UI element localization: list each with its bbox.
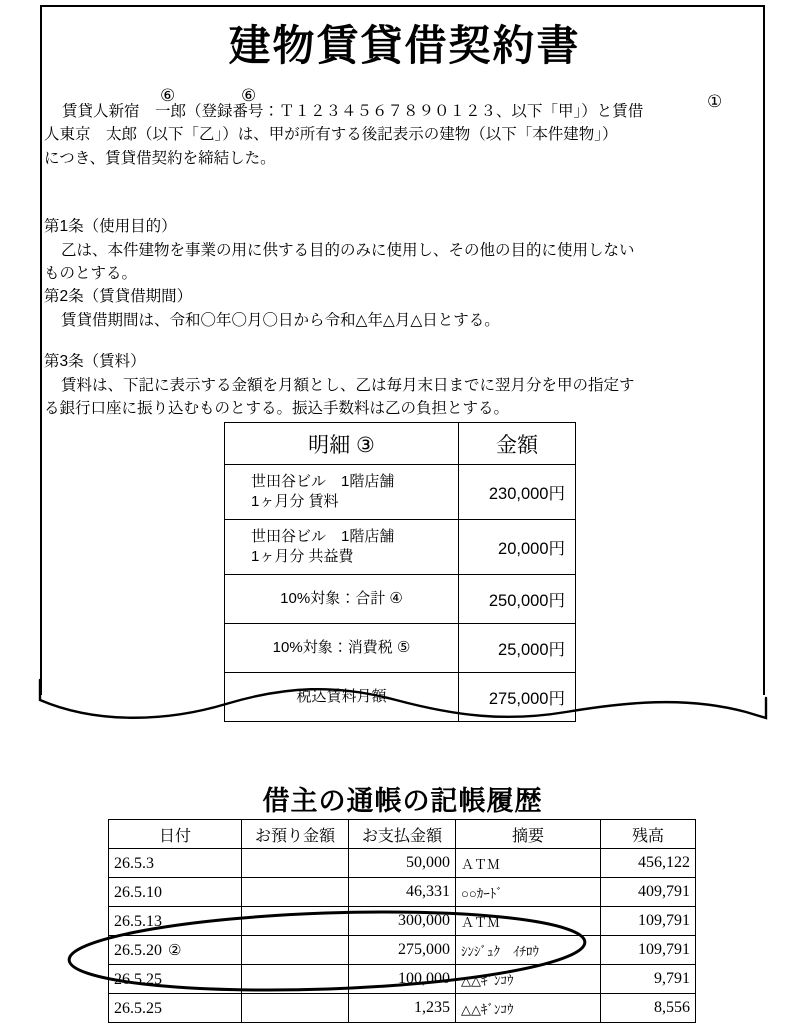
intro-line-3: につき、賃貸借契約を締結した。 xyxy=(44,149,276,167)
passbook-section-title: 借主の通帳の記帳履歴 xyxy=(262,786,543,816)
article-2-body-line-1 xyxy=(44,309,694,333)
passbook-row-5-date-text: 26.5.25 xyxy=(114,999,162,1017)
article-1-body-line-2: ものとする。 xyxy=(44,265,138,283)
table-row xyxy=(109,849,696,878)
page-title: 建物賃貸借契約書 xyxy=(228,22,581,69)
passbook-row-5-date xyxy=(109,994,242,1023)
table-row xyxy=(109,965,696,994)
passbook-row-4-deposit xyxy=(242,965,349,994)
table-row xyxy=(109,878,696,907)
passbook-row-3-date xyxy=(109,936,242,965)
article-3 xyxy=(44,350,694,421)
passbook-row-3-payment: 275,000 xyxy=(349,936,456,965)
table-row xyxy=(225,465,576,520)
passbook-row-0-date-text: 26.5.3 xyxy=(114,854,154,872)
rent-row-0-desc-line2: 1ヶ月分 賃料 xyxy=(251,493,339,510)
article-3-body-line-1-text: 賃料は、下記に表示する金額を月額とし、乙は毎月末日までに翌月分を甲の指定す xyxy=(61,376,635,394)
passbook-row-4-balance: 9,791 xyxy=(601,965,696,994)
passbook-row-1-date-text: 26.5.10 xyxy=(114,883,162,901)
passbook-row-2-deposit xyxy=(242,907,349,936)
rent-row-1-desc xyxy=(225,520,459,575)
rent-table-header-amount: 金額 xyxy=(459,423,576,465)
passbook-row-0-payment: 50,000 xyxy=(349,849,456,878)
table-row xyxy=(225,673,576,722)
passbook-row-4-description: △△ｷﾞﾝｺｳ xyxy=(456,965,601,994)
article-1 xyxy=(44,215,694,286)
passbook-row-3-description: ｼﾝｼﾞｭｸ ｲﾁﾛｳ xyxy=(456,936,601,965)
rent-row-0-desc xyxy=(225,465,459,520)
passbook-row-3-balance: 109,791 xyxy=(601,936,696,965)
rent-row-4-amount: 275,000円 xyxy=(459,673,576,722)
rent-row-1-desc-line1: 世田谷ビル 1階店舗 xyxy=(251,527,395,545)
marker-circled-6-lessor-surname: ⑥ xyxy=(160,86,176,106)
passbook-row-4-payment: 100,000 xyxy=(349,965,456,994)
rent-row-3-amount: 25,000円 xyxy=(459,624,576,673)
passbook-row-1-date xyxy=(109,878,242,907)
passbook-row-0-description: ＡＴＭ xyxy=(456,849,601,878)
passbook-row-0-balance: 456,122 xyxy=(601,849,696,878)
passbook-row-2-description: ＡＴＭ xyxy=(456,907,601,936)
passbook-row-2-balance: 109,791 xyxy=(601,907,696,936)
article-3-body-line-2: る銀行口座に振り込むものとする。振込手数料は乙の負担とする。 xyxy=(44,400,510,418)
passbook-row-5-payment: 1,235 xyxy=(349,994,456,1023)
table-row xyxy=(109,936,696,965)
passbook-header-description: 摘要 xyxy=(456,820,601,849)
passbook-header-payment: お支払金額 xyxy=(349,820,456,849)
passbook-row-2-payment: 300,000 xyxy=(349,907,456,936)
marker-circled-1: ① xyxy=(707,92,723,112)
article-2-body-line-1-text: 賃貸借期間は、令和〇年〇月〇日から令和△年△月△日とする。 xyxy=(61,311,500,329)
article-1-body-line-1-text: 乙は、本件建物を事業の用に供する目的のみに使用し、その他の目的に使用しない xyxy=(61,241,635,259)
passbook-row-5-description: △△ｷﾞﾝｺｳ xyxy=(456,994,601,1023)
passbook-header-date: 日付 xyxy=(109,820,242,849)
article-2 xyxy=(44,285,694,332)
passbook-row-0-deposit xyxy=(242,849,349,878)
article-3-body-line-1 xyxy=(44,374,694,398)
table-row xyxy=(109,907,696,936)
table-row xyxy=(109,994,696,1023)
passbook-row-2-date-text: 26.5.13 xyxy=(114,912,162,930)
passbook-row-3-deposit xyxy=(242,936,349,965)
contract-intro-paragraph xyxy=(44,100,684,170)
passbook-header-deposit: お預り金額 xyxy=(242,820,349,849)
passbook-row-4-date xyxy=(109,965,242,994)
passbook-row-1-description: ○○ｶｰﾄﾞ xyxy=(456,878,601,907)
passbook-row-5-balance: 8,556 xyxy=(601,994,696,1023)
passbook-row-1-balance: 409,791 xyxy=(601,878,696,907)
passbook-row-1-payment: 46,331 xyxy=(349,878,456,907)
rent-table-header-row xyxy=(225,423,576,465)
passbook-header-balance: 残高 xyxy=(601,820,696,849)
passbook-row-2-date xyxy=(109,907,242,936)
rent-detail-table xyxy=(224,422,576,722)
rent-row-3-desc: 10%対象：消費税 ⑤ xyxy=(225,624,459,673)
marker-circled-6-lessor-givenname: ⑥ xyxy=(241,86,257,106)
rent-row-2-desc: 10%対象：合計 ④ xyxy=(225,575,459,624)
rent-row-1-desc-line2: 1ヶ月分 共益費 xyxy=(251,548,354,565)
intro-line-1 xyxy=(44,100,684,123)
intro-line-1-text: 賃貸人新宿 一郎（登録番号：Ｔ１２３４５６７８９０１２３、以下「甲」）と賃借 xyxy=(62,103,644,120)
rent-row-4-desc: 税込賃料月額 xyxy=(225,673,459,722)
passbook-header-row xyxy=(109,820,696,849)
rent-row-2-amount: 250,000円 xyxy=(459,575,576,624)
table-row xyxy=(225,575,576,624)
rent-table-header-detail: 明細 ③ xyxy=(225,423,459,465)
article-1-body-line-1 xyxy=(44,239,694,263)
passbook-row-0-date xyxy=(109,849,242,878)
article-3-heading: 第3条（賃料） xyxy=(44,353,146,370)
rent-row-1-amount: 20,000円 xyxy=(459,520,576,575)
intro-line-2: 人東京 太郎（以下「乙」）は、甲が所有する後記表示の建物（以下「本件建物」） xyxy=(44,126,618,144)
passbook-history-table xyxy=(108,819,696,1023)
passbook-row-5-deposit xyxy=(242,994,349,1023)
passbook-row-4-date-text: 26.5.25 xyxy=(114,970,162,988)
rent-row-0-desc-line1: 世田谷ビル 1階店舗 xyxy=(251,472,395,490)
passbook-row-3-date-text: 26.5.20 xyxy=(114,941,162,959)
passbook-row-3-marker: ② xyxy=(168,940,182,959)
rent-row-0-amount: 230,000円 xyxy=(459,465,576,520)
article-2-heading: 第2条（賃貸借期間） xyxy=(44,288,193,305)
passbook-row-1-deposit xyxy=(242,878,349,907)
table-row xyxy=(225,520,576,575)
article-1-heading: 第1条（使用目的） xyxy=(44,218,177,235)
table-row xyxy=(225,624,576,673)
